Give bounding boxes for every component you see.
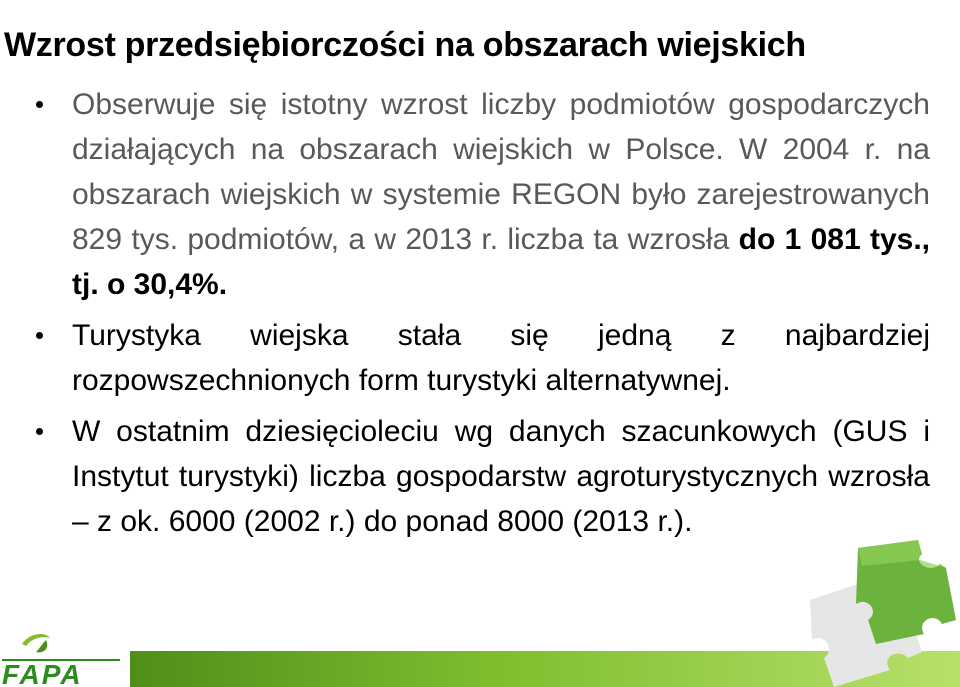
- bullet-item-rural-business: [34, 82, 930, 307]
- bullet-item-agrotourism-farms: [34, 409, 930, 544]
- bullet-text: Obserwuje się istotny wzrost liczby podmiotów gospodarczych działających na obszarach wiejskich w Polsce. W 2004 r. na obszarach wiejskich w systemie REGON było zarejestrowanych 829 tys. podmiotów, a w 2013 r. liczba ta wzrosła: [72, 88, 930, 256]
- fapa-logo: [0, 630, 128, 687]
- bullet-text: Turystyka wiejska stała się jedną z najbardziej rozpowszechnionych form turystyki alternatywnej.: [72, 319, 930, 397]
- logo-text: FAPA: [2, 659, 83, 687]
- bullet-list: [34, 82, 930, 550]
- puzzle-piece-icon: [800, 540, 960, 687]
- bullet-item-rural-tourism: [34, 313, 930, 403]
- slide-title: Wzrost przedsiębiorczości na obszarach wiejskich: [4, 25, 806, 64]
- bullet-highlight: do 1 081 tys., tj. o 30,4%.: [72, 223, 930, 301]
- bullet-text: W ostatnim dziesięcioleciu wg danych szacunkowych (GUS i Instytut turystyki) liczba gospodarstw agroturystycznych wzrosła – z ok. 6000 (2002 r.) do ponad 8000 (2013 r.).: [72, 415, 930, 538]
